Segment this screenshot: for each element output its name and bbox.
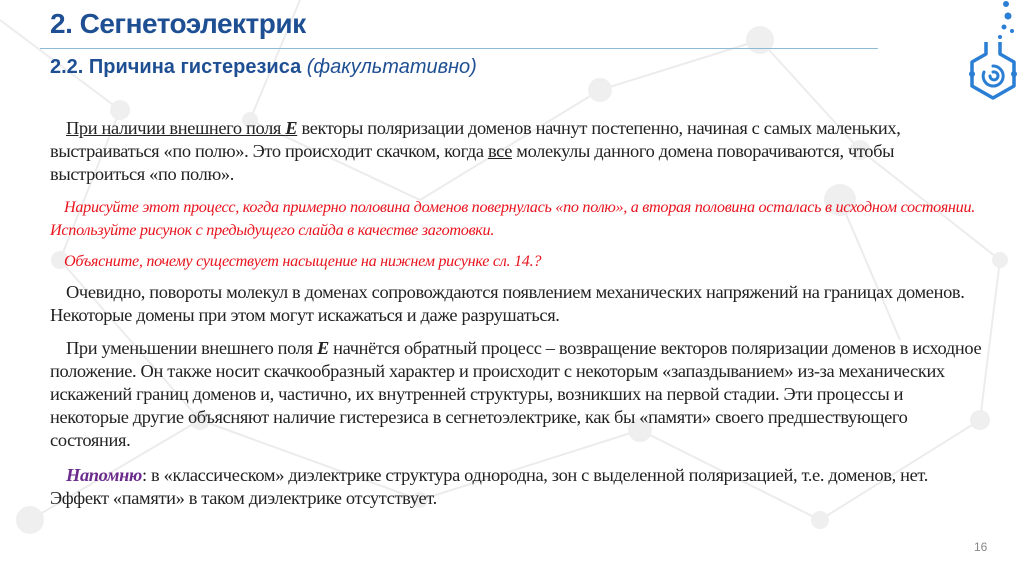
slide-title: 2. Сегнетоэлектрик xyxy=(50,8,306,39)
paragraph-reminder xyxy=(50,464,985,510)
lead-text: При наличии внешнего поля xyxy=(66,118,286,138)
paragraph-text: начнётся обратный процесс – возвращение векторов поляризации доменов в исходное положение. Он также носит скачкообразный характер и происходит с некоторым «запаздыванием» из-за механических искажений границ доменов и, частично, их внутренней структуры, возникших на первой стадии. Эти процессы и некоторые другие объясняют наличие гистерезиса в сегнетоэлектрике, как бы «памяти» своего предшествующего состояния. xyxy=(50,338,982,450)
title-divider xyxy=(40,48,878,49)
field-symbol: E xyxy=(316,338,329,358)
slide-body xyxy=(50,117,985,510)
paragraph-mechanical-stress: Очевидно, повороты молекул в доменах сопровождаются появлением механических напряжений на границах доменов. Некоторые домены при этом могут искажаться и даже разрушаться. xyxy=(50,282,965,325)
paragraph-text: молекулы данного домена поворачиваются, чтобы выстроиться «по полю». xyxy=(50,141,895,184)
paragraph-reverse-process xyxy=(50,337,985,452)
field-symbol: E xyxy=(285,118,298,138)
paragraph-text: : в «классическом» диэлектрике структура однородна, зон с выделенной поляризацией, т.е. доменов, нет. Эффект «памяти» в таком диэлектрике отсутствует. xyxy=(50,465,928,508)
subtitle-main: 2.2. Причина гистерезиса xyxy=(50,56,302,78)
paragraph-text: При уменьшении внешнего поля xyxy=(66,338,317,358)
paragraph-field-alignment xyxy=(50,117,985,186)
reminder-label: Напомню xyxy=(66,465,143,485)
page-number: 16 xyxy=(974,540,988,554)
flask-spiral-logo-icon xyxy=(962,0,1024,100)
slide-subtitle xyxy=(50,56,477,79)
paragraph-text: векторы поляризации доменов начнут постепенно, начиная с самых маленьких, выстраиваться «по полю». Это происходит скачком, когда xyxy=(50,118,901,161)
subtitle-note: (факультативно) xyxy=(306,56,477,78)
task-explain-saturation: Объясните, почему существует насыщение на нижнем рисунке сл. 14.? xyxy=(64,252,542,270)
underlined-lead xyxy=(66,118,297,138)
emphasis-all: все xyxy=(487,141,513,161)
task-draw-process: Нарисуйте этот процесс, когда примерно половина доменов повернулась «по полю», а вторая половина осталась в исходном состоянии. Используйте рисунок с предыдущего слайда в качестве заготовки. xyxy=(50,198,975,239)
